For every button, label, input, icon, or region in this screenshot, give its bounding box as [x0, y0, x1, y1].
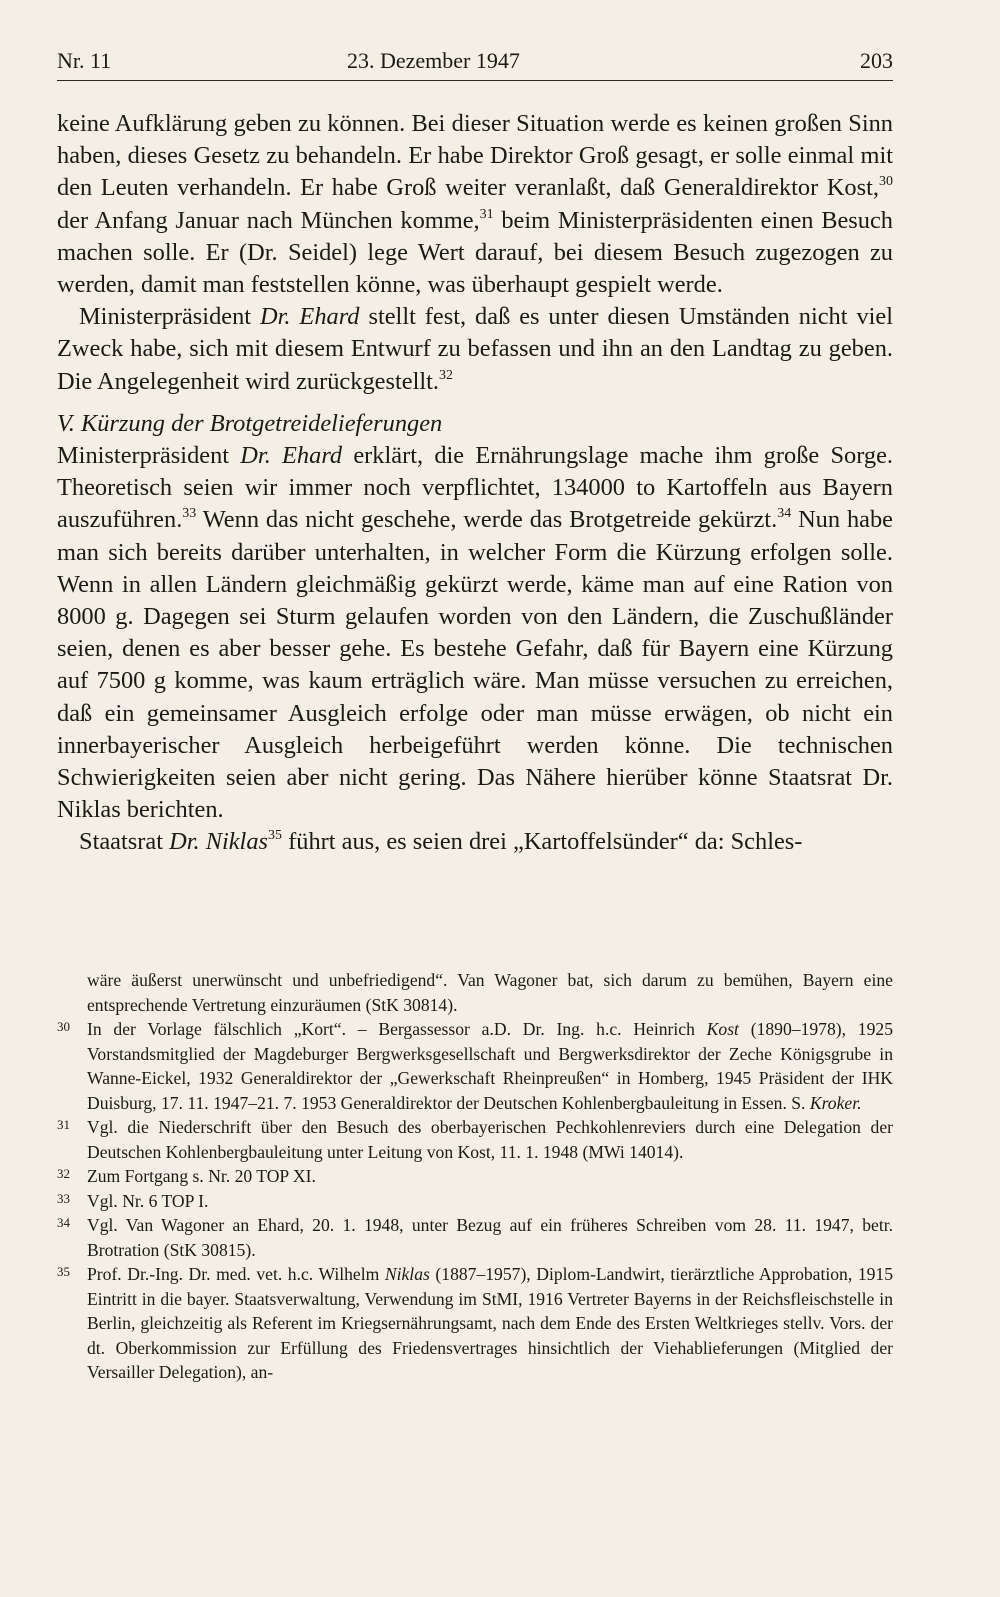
- footnote-ref-35: 35: [268, 828, 283, 844]
- footnote-ref-33: 33: [182, 506, 197, 522]
- footnote-ref-32: 32: [439, 367, 453, 383]
- person-name: Dr. Ehard: [260, 303, 360, 331]
- footnote-33: 33 Vgl. Nr. 6 TOP I.: [57, 1190, 209, 1211]
- paragraph-3: Ministerpräsident Dr. Ehard erklärt, die Ernährungslage mache ihm große Sorge. Theoretisch seien wir immer noch verpflichtet, 134000 to Kartoffeln aus Bayern auszuführen.$^{33}$ Wenn das nicht geschehe, werde das Brotgetreide gekürzt.$^{34}$ Nun habe man sich bereits darüber unterhalten, in welcher Form die Kürzung erfolgen solle. Wenn in allen Ländern gleichmäßig gekürzt werde, käme man auf eine Ration von 8000 g. Dagegen sei Sturm gelaufen worden von den Ländern, die Zuschußländer seien, denen es aber besser gehe. Es bestehe Gefahr, daß für Bayern eine Kürzung auf 7500 g komme, was kaum erträglich wäre. Man müsse versuchen zu erreichen, daß ein gemeinsamer Ausgleich erfolge oder man müsse erwägen, ob nicht ein innerbayerischer Ausgleich herbeigeführt werden könne. Die technischen Schwierigkeiten seien aber nicht gering. Das Nähere hierüber könne Staatsrat Dr. Niklas berichten.: [57, 442, 894, 824]
- footnote-number: 32: [57, 1166, 70, 1181]
- footnote-number: 30: [57, 1019, 70, 1034]
- footnote-ref-30: 30: [879, 174, 893, 190]
- footnote-continuation: wäre äußerst unerwünscht und unbefriedigend“. Van Wagoner bat, sich darum zu bemühen, Bayern eine entsprechende Vertretung einzuräumen (StK 30814).: [87, 970, 893, 1015]
- running-header: [57, 44, 893, 81]
- main-text: [57, 108, 893, 859]
- footnote-ref-31: 31: [479, 206, 494, 222]
- paragraph-2: Ministerpräsident Dr. Ehard stellt fest, daß es unter diesen Umständen nicht viel Zweck habe, sich mit diesem Entwurf zu befassen und ihn an den Landtag zu geben. Die Angelegenheit wird zurückgestellt.$^{32}$: [57, 303, 894, 395]
- section-heading: V. Kürzung der Brotgetreidelieferungen: [57, 409, 443, 437]
- paragraph-4: Staatsrat Dr. Niklas$^{35}$ führt aus, es seien drei „Kartoffelsünder“ da: Schles-: [79, 828, 803, 856]
- footnote-30: 30 In der Vorlage fälschlich „Kort“. – Bergassessor a.D. Dr. Ing. h.c. Heinrich Kost (1890–1978), 1925 Vorstandsmitglied der Magdeburger Bergwerksgesellschaft und Bergwerksdirektor der Zeche Königsgrube in Wanne-Eickel, 1932 Generaldirektor der „Gewerkschaft Rheinpreußen“ in Homberg, 1945 Präsident der IHK Duisburg, 17. 11. 1947–21. 7. 1953 Generaldirektor der Deutschen Kohlenbergbauleitung in Essen. S. Kroker.: [57, 1019, 893, 1113]
- page-number: 203: [860, 48, 893, 73]
- person-name: Dr. Niklas: [169, 828, 269, 856]
- footnote-number: 35: [57, 1264, 70, 1279]
- footnote-number: 34: [57, 1215, 70, 1230]
- footnote-32: 32 Zum Fortgang s. Nr. 20 TOP XI.: [57, 1166, 316, 1186]
- issue-number: Nr. 11: [57, 48, 112, 73]
- paragraph-1: keine Aufklärung geben zu können. Bei dieser Situation werde es keinen großen Sinn haben, dieses Gesetz zu behandeln. Er habe Direktor Groß gesagt, er solle einmal mit den Leuten verhandeln. Er habe Groß weiter veranlaßt, daß Generaldirektor Kost,$^{30}$ der Anfang Januar nach München komme,$^{31}$ beim Ministerpräsidenten einen Besuch machen solle. Er (Dr. Seidel) lege Wert darauf, bei diesem Besuch zugezogen zu werden, damit man feststellen könne, was überhaupt gespielt werde.: [57, 110, 893, 299]
- footnote-34: 34 Vgl. Van Wagoner an Ehard, 20. 1. 1948, unter Bezug auf ein früheres Schreiben vom 28. 11. 1947, betr. Brotration (StK 30815).: [57, 1215, 893, 1260]
- footnote-35: 35 Prof. Dr.-Ing. Dr. med. vet. h.c. Wilhelm Niklas (1887–1957), Diplom-Landwirt, tierärztliche Approbation, 1915 Eintritt in die bayer. Staatsverwaltung, Verwendung im StMI, 1916 Vertreter Bayerns in der Reichsfleischstelle in Berlin, gleichzeitig als Referent im Kriegsernährungsamt, nach dem Ende des Ersten Weltkrieges stellv. Vors. der dt. Oberkommission zur Erfüllung des Friedensvertrages hinsichtlich der Viehablieferungen (Mitglied der Versailler Delegation), an-: [57, 1264, 894, 1382]
- person-name: Dr. Ehard: [240, 442, 343, 470]
- footnote-number: 33: [57, 1190, 70, 1206]
- footnotes: [57, 968, 893, 1385]
- header-date: 23. Dezember 1947: [347, 48, 520, 73]
- footnote-31: 31 Vgl. die Niederschrift über den Besuch des oberbayerischen Pechkohlenreviers durch eine Delegation der Deutschen Kohlenbergbauleitung unter Leitung von Kost, 11. 1. 1948 (MWi 14014).: [57, 1117, 893, 1162]
- footnote-number: 31: [57, 1117, 70, 1132]
- footnote-ref-34: 34: [777, 506, 792, 522]
